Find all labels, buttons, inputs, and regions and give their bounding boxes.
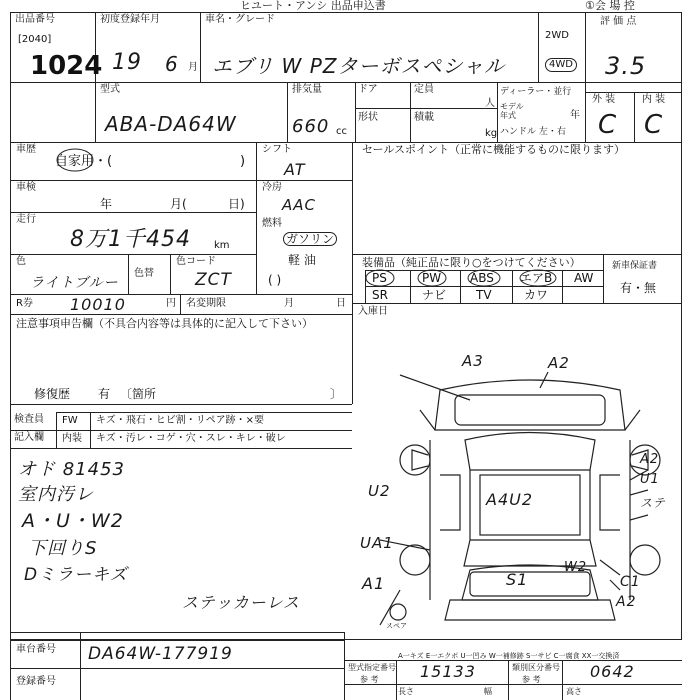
mark-w2: W2 bbox=[564, 560, 588, 575]
repair-value: 有 bbox=[98, 387, 111, 401]
ref-label-2: 参 考 bbox=[522, 675, 541, 684]
inspector-label-1: 検査員 bbox=[14, 414, 44, 425]
damage-legend: A一キズ E一エクボ U一凹み W一補修跡 S一サビ C一腐食 XX一交換済 bbox=[398, 652, 620, 660]
shape-label: 形状 bbox=[358, 112, 378, 123]
repair-label: 修復歴 bbox=[34, 387, 71, 401]
load-label: 積載 bbox=[414, 112, 434, 123]
mark-c1: C1 bbox=[620, 574, 641, 590]
fuel-diesel: 軽 油 bbox=[288, 253, 316, 267]
displacement-label: 排気量 bbox=[292, 84, 322, 95]
mark-sticker: ステ bbox=[640, 496, 666, 510]
shaken-day: 日) bbox=[228, 197, 245, 211]
displacement-value: 660 bbox=[292, 116, 330, 137]
fuel-value: ガソリン bbox=[283, 232, 337, 246]
handle-label: ハンドル 左・右 bbox=[500, 127, 566, 137]
fuel-label: 燃料 bbox=[262, 218, 282, 229]
int-label: 内 装 bbox=[642, 94, 666, 105]
name-change-day: 日 bbox=[336, 298, 346, 309]
ac-value: AAC bbox=[282, 196, 316, 214]
color-code-value: ZCT bbox=[195, 270, 232, 290]
inspector-note-odo: オド 81453 bbox=[18, 459, 125, 480]
equip-aw: AW bbox=[574, 271, 594, 285]
shaken-label: 車検 bbox=[16, 182, 36, 193]
equip-sr: SR bbox=[372, 288, 388, 302]
recycle-label: R券 bbox=[16, 298, 33, 309]
dealer-label: ディーラー・並行 bbox=[500, 87, 572, 97]
mark-a4u2: A4U2 bbox=[486, 490, 534, 509]
ac-label: 冷房 bbox=[262, 182, 282, 193]
inspector-note-sticker: ステッカーレス bbox=[182, 593, 300, 612]
car-name-value: エブリ W PZターボスペシャル bbox=[212, 54, 506, 78]
inspector-label-2: 記入欄 bbox=[14, 432, 44, 443]
repair-place: 〔箇所 bbox=[120, 387, 157, 401]
inspector-fw: FW bbox=[62, 415, 78, 426]
score-label: 評 価 点 bbox=[600, 16, 637, 27]
color-value: ライトブルー bbox=[30, 275, 119, 291]
mark-a2-top: A2 bbox=[548, 354, 570, 372]
mark-a2-bottom: A2 bbox=[616, 594, 637, 610]
chassis-value: DA64W-177919 bbox=[88, 644, 233, 664]
model-label: 型式 bbox=[100, 84, 120, 95]
width-label: 幅 bbox=[484, 687, 492, 696]
first-reg-label: 初度登録年月 bbox=[100, 14, 160, 25]
name-change-label: 名変期限 bbox=[186, 298, 226, 309]
chassis-label: 車台番号 bbox=[16, 644, 56, 655]
displacement-unit: cc bbox=[336, 126, 347, 137]
history-value: 自家用・( bbox=[55, 154, 113, 169]
repair-close: 〕 bbox=[330, 387, 343, 401]
ext-label: 外 装 bbox=[592, 94, 616, 105]
equip-pw: PW bbox=[422, 271, 442, 285]
inspector-note-underbody: 下回りS bbox=[28, 538, 98, 559]
arrival-label: 入庫日 bbox=[358, 306, 388, 317]
load-unit: kg bbox=[485, 128, 498, 139]
equip-abs: ABS bbox=[470, 271, 494, 285]
inspector-int-items: キズ・汚レ・コゲ・穴・スレ・キレ・破レ bbox=[96, 433, 286, 444]
name-change-month: 月 bbox=[284, 298, 294, 309]
model-value: ABA-DA64W bbox=[105, 112, 237, 136]
inspector-note-mirror: Dミラーキズ bbox=[24, 565, 128, 585]
mileage-unit: km bbox=[214, 240, 230, 251]
warranty-label: 新車保証書 bbox=[612, 261, 658, 271]
drive-label: 2WD bbox=[545, 30, 569, 41]
equip-airbag: エアB bbox=[520, 271, 553, 285]
capacity-unit: 人 bbox=[485, 98, 495, 109]
inspector-int-label: 内装 bbox=[62, 433, 82, 444]
equip-navi: ナビ bbox=[422, 288, 447, 302]
fuel-other: ( ) bbox=[268, 273, 282, 287]
door-label: ドア bbox=[358, 84, 378, 95]
sales-point-label: セールスポイント（正常に機能するものに限ります） bbox=[362, 143, 626, 156]
mark-ua1: UA1 bbox=[360, 534, 394, 552]
height-label: 高さ bbox=[566, 687, 582, 696]
history-label: 車歴 bbox=[16, 144, 36, 155]
int-value: C bbox=[644, 110, 664, 140]
mark-a3: A3 bbox=[462, 352, 484, 370]
color-change-label: 色替 bbox=[134, 268, 154, 279]
capacity-label: 定員 bbox=[414, 84, 434, 95]
lot-code: [2040] bbox=[18, 34, 52, 45]
spare-label: スペア bbox=[386, 622, 407, 630]
lot-label: 出品番号 bbox=[15, 14, 55, 25]
color-code-label: 色コード bbox=[176, 256, 216, 267]
sheet-title: ヒユート・アンシ 出品申込書 bbox=[240, 0, 386, 12]
first-reg-month: 6 bbox=[165, 52, 179, 76]
class-value: 0642 bbox=[590, 662, 635, 681]
warranty-value: 有・無 bbox=[620, 281, 657, 295]
model-year-unit: 年 bbox=[570, 110, 580, 121]
car-name-label: 車名・グレード bbox=[205, 14, 275, 25]
mark-u1: U1 bbox=[640, 472, 660, 487]
class-label: 類別区分番号 bbox=[512, 663, 560, 672]
equip-ps: PS bbox=[372, 271, 387, 285]
recycle-unit: 円 bbox=[166, 298, 176, 309]
mark-s1: S1 bbox=[506, 570, 529, 589]
score-value: 3.5 bbox=[605, 52, 647, 80]
mark-a2-right: A2 bbox=[640, 452, 660, 467]
equipment-label: 装備品（純正品に限り○をつけてください） bbox=[362, 256, 581, 269]
drive-value: 4WD bbox=[545, 58, 577, 72]
recycle-value: 10010 bbox=[70, 295, 126, 314]
equip-leather: カワ bbox=[524, 288, 549, 302]
shaken-month: 月( bbox=[170, 197, 187, 211]
ext-value: C bbox=[598, 110, 618, 140]
shaken-year: 年 bbox=[100, 197, 113, 211]
auction-mark: ①会 場 控 bbox=[585, 0, 635, 12]
ref-label-1: 参 考 bbox=[360, 675, 379, 684]
shift-label: シフト bbox=[262, 144, 292, 155]
first-reg-year: 19 bbox=[112, 50, 142, 75]
mileage-label: 走行 bbox=[16, 214, 36, 225]
notes-label: 注意事項申告欄（不具合内容等は具体的に記入して下さい） bbox=[16, 317, 313, 330]
model-year-label: モデル年式 bbox=[500, 102, 524, 120]
equip-tv: TV bbox=[476, 288, 492, 302]
inspector-note-damage: A・U・W2 bbox=[22, 510, 124, 532]
inspector-note-interior: 室内汚レ bbox=[18, 484, 94, 505]
mileage-value: 8万1千454 bbox=[70, 227, 191, 252]
inspector-ext-items: キズ・飛石・ヒビ割・リペア跡・×要 bbox=[96, 415, 264, 426]
mark-u2: U2 bbox=[368, 482, 391, 500]
month-unit: 月 bbox=[188, 62, 198, 73]
history-close: ) bbox=[240, 154, 246, 169]
length-label: 長さ bbox=[398, 687, 414, 696]
type-cert-value: 15133 bbox=[420, 662, 476, 681]
color-label: 色 bbox=[16, 256, 26, 267]
mark-a1: A1 bbox=[362, 574, 386, 593]
lot-number: 1024 bbox=[30, 51, 103, 81]
shift-value: AT bbox=[284, 160, 306, 179]
reg-label: 登録番号 bbox=[16, 676, 56, 687]
type-cert-label: 型式指定番号 bbox=[348, 663, 396, 672]
